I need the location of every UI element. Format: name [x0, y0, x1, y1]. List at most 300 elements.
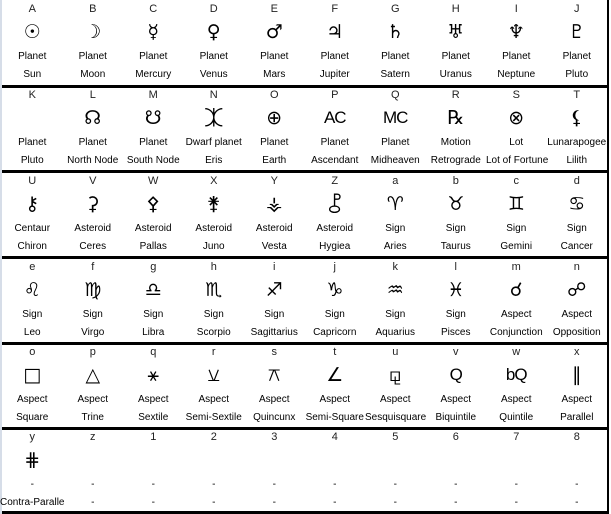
symbol-category: Planet: [260, 137, 289, 148]
key-letter: q: [150, 346, 157, 358]
symbol-name: Pluto: [565, 69, 589, 80]
key-letter: l: [454, 261, 457, 273]
key-letter: 2: [210, 431, 217, 443]
symbol-cell: [426, 86, 487, 172]
symbol-cell: [305, 0, 366, 86]
midheaven-icon: MC: [383, 108, 408, 127]
symbol-category: Dwarf planet: [185, 137, 242, 148]
symbol-cell: [426, 343, 487, 429]
earth-icon: ⊕: [266, 107, 283, 129]
symbol-cell: [426, 258, 487, 344]
key-letter: N: [209, 89, 218, 101]
symbol-name: Chiron: [17, 241, 47, 252]
conjunction-icon: ☌: [509, 279, 523, 301]
symbol-cell: [123, 86, 184, 172]
symbol-name: Retrograde: [430, 155, 481, 166]
key-letter: k: [392, 261, 398, 273]
neptune-icon: ♆: [507, 21, 525, 43]
key-letter: x: [574, 346, 580, 358]
symbol-cell: [426, 0, 487, 86]
trine-icon: △: [85, 364, 101, 386]
symbol-cell: [547, 172, 608, 258]
key-letter: K: [28, 89, 36, 101]
symbol-name: Semi-Square: [305, 412, 364, 423]
symbol-category: Planet: [381, 51, 410, 62]
capricorn-icon: ♑: [326, 279, 344, 301]
symbol-category: Aspect: [440, 394, 472, 405]
symbol-name: Venus: [199, 69, 228, 80]
key-letter: s: [271, 346, 277, 358]
symbol-name: -: [151, 497, 155, 508]
symbol-category: Sign: [143, 309, 164, 320]
retrograde-icon: ℞: [447, 107, 465, 129]
symbol-name: Contra-Paralle: [0, 497, 65, 508]
chiron-icon: ⚷: [25, 193, 40, 215]
symbol-cell: [365, 0, 426, 86]
key-letter: c: [513, 175, 519, 187]
key-letter: I: [514, 3, 518, 15]
symbol-cell: [305, 428, 366, 514]
key-letter: j: [333, 261, 336, 273]
key-letter: u: [392, 346, 399, 358]
symbol-name: Uranus: [439, 69, 472, 80]
symbol-name: -: [575, 497, 579, 508]
key-letter: w: [512, 346, 521, 358]
key-letter: v: [453, 346, 459, 358]
symbol-cell: [365, 258, 426, 344]
key-letter: H: [451, 3, 460, 15]
symbol-name: Satern: [380, 69, 410, 80]
key-letter: P: [331, 89, 339, 101]
symbol-category: Aspect: [561, 309, 593, 320]
blank-icon: [486, 448, 547, 472]
symbol-category: Sign: [82, 309, 103, 320]
symbol-name: Moon: [80, 69, 106, 80]
uranus-icon: ♅: [447, 21, 465, 43]
blank-icon: [365, 448, 426, 472]
contra-parallel-icon: ⋕: [24, 449, 41, 471]
symbol-category: Sign: [324, 309, 345, 320]
symbol-name: Taurus: [440, 241, 471, 252]
key-letter: Y: [270, 175, 278, 187]
hygiea-icon: ⯛: [328, 193, 342, 215]
symbol-name: Juno: [202, 241, 225, 252]
symbol-category: -: [575, 479, 579, 490]
symbol-cell: [305, 343, 366, 429]
blank-icon: [123, 448, 184, 472]
symbol-name: Biquintile: [435, 412, 477, 423]
symbol-cell: [365, 343, 426, 429]
symbol-category: Planet: [502, 51, 531, 62]
key-letter: 7: [513, 431, 520, 443]
mercury-icon: ☿: [147, 21, 160, 43]
symbol-category: Aspect: [561, 394, 593, 405]
symbol-name: Sagittarius: [250, 327, 298, 338]
symbol-name: -: [454, 497, 458, 508]
symbol-name: Neptune: [497, 69, 536, 80]
pisces-icon: ♓: [447, 279, 465, 301]
symbol-name: Sun: [23, 69, 42, 80]
semi-square-icon: ∠: [326, 364, 344, 386]
symbol-category: Sign: [385, 309, 406, 320]
symbol-cell: [244, 343, 305, 429]
symbol-category: Planet: [139, 51, 168, 62]
symbol-cell: [2, 0, 63, 86]
key-letter: E: [270, 3, 278, 15]
symbol-cell: [184, 86, 245, 172]
sesquisquare-icon: ⚼: [388, 364, 402, 386]
symbol-cell: [184, 343, 245, 429]
row-divider: [2, 427, 609, 430]
symbol-cell: [486, 428, 547, 514]
symbol-name: -: [393, 497, 397, 508]
symbol-cell: [486, 343, 547, 429]
key-letter: r: [211, 346, 216, 358]
symbol-category: Motion: [440, 137, 471, 148]
symbol-name: Mercury: [135, 69, 172, 80]
symbol-cell: [365, 428, 426, 514]
symbol-row: [2, 258, 607, 344]
symbol-category: Sign: [22, 309, 43, 320]
symbol-cell: [123, 343, 184, 429]
jupiter-icon: ♃: [326, 21, 344, 43]
key-letter: 6: [452, 431, 459, 443]
symbol-category: Sign: [385, 223, 406, 234]
ceres-icon: ⚳: [85, 193, 100, 215]
symbol-category: Asteroid: [255, 223, 293, 234]
symbol-cell: [2, 343, 63, 429]
key-letter: A: [28, 3, 36, 15]
symbol-name: Mars: [263, 69, 286, 80]
symbol-category: -: [393, 479, 397, 490]
key-letter: t: [333, 346, 337, 358]
lot-of-fortune-icon: ⊗: [508, 107, 525, 129]
symbol-cell: [486, 86, 547, 172]
symbol-row: [2, 172, 607, 258]
symbol-cell: [244, 86, 305, 172]
symbol-name: Lilith: [566, 155, 588, 166]
symbol-name: Lot of Fortune: [486, 155, 549, 166]
symbol-category: Planet: [441, 51, 470, 62]
symbol-name: Leo: [23, 327, 41, 338]
symbol-category: Planet: [320, 137, 349, 148]
symbol-category: Centaur: [14, 223, 51, 234]
libra-icon: ♎: [144, 279, 162, 301]
symbol-name: Eris: [205, 155, 223, 166]
symbol-name: Pisces: [441, 327, 471, 338]
parallel-icon: ∥: [572, 364, 582, 386]
symbol-cell: [547, 0, 608, 86]
north-node-icon: ☊: [84, 107, 102, 129]
symbol-category: Aspect: [137, 394, 169, 405]
taurus-icon: ♉: [447, 193, 465, 215]
lilith-icon: ⚸: [569, 107, 584, 129]
key-letter: y: [29, 431, 35, 443]
blank-icon: [305, 448, 366, 472]
quintile-icon: bQ: [505, 365, 527, 384]
symbol-cell: [2, 258, 63, 344]
key-letter: W: [148, 175, 159, 187]
key-letter: i: [273, 261, 276, 273]
symbol-category: Sign: [445, 223, 466, 234]
symbol-name: Hygiea: [319, 241, 351, 252]
symbol-category: -: [454, 479, 458, 490]
symbol-category: Sign: [264, 309, 285, 320]
symbol-category: Planet: [139, 137, 168, 148]
symbol-cell: [123, 0, 184, 86]
venus-icon: ♀: [206, 21, 221, 43]
pallas-icon: ⚴: [146, 193, 161, 215]
symbol-cell: [486, 0, 547, 86]
symbol-category: Planet: [199, 51, 228, 62]
symbol-cell: [426, 172, 487, 258]
symbol-cell: [244, 258, 305, 344]
symbol-cell: [123, 172, 184, 258]
symbol-category: Sign: [506, 223, 527, 234]
symbol-category: -: [151, 479, 155, 490]
symbol-category: Planet: [18, 137, 47, 148]
symbol-row: [2, 343, 607, 429]
symbol-category: -: [333, 479, 337, 490]
blank-icon: [2, 106, 63, 130]
symbol-name: Aries: [383, 241, 407, 252]
sextile-icon: ⚹: [147, 364, 159, 386]
symbol-cell: [244, 428, 305, 514]
row-divider: [2, 85, 609, 88]
symbol-category: Aspect: [258, 394, 290, 405]
symbol-category: Aspect: [77, 394, 109, 405]
symbol-category: Aspect: [16, 394, 48, 405]
symbol-cell: [305, 86, 366, 172]
symbol-category: Planet: [320, 51, 349, 62]
symbol-cell: [63, 258, 124, 344]
symbol-category: Asteroid: [74, 223, 112, 234]
square-icon: □: [23, 364, 42, 386]
row-divider: [2, 342, 609, 345]
symbol-row: [2, 428, 607, 514]
symbol-cell: [184, 258, 245, 344]
key-letter: F: [331, 3, 339, 15]
symbol-name: Libra: [142, 327, 165, 338]
symbol-cell: [2, 172, 63, 258]
symbol-category: Asteroid: [316, 223, 354, 234]
symbol-cell: [426, 428, 487, 514]
blank-icon: [426, 448, 487, 472]
symbol-category: Aspect: [198, 394, 230, 405]
symbol-row: [2, 0, 607, 86]
key-letter: 4: [331, 431, 338, 443]
moon-icon: ☽: [84, 21, 102, 43]
symbol-name: Gemini: [500, 241, 533, 252]
symbol-cell: [63, 172, 124, 258]
symbol-category: -: [30, 479, 34, 490]
juno-icon: ⚵: [206, 193, 221, 215]
key-letter: S: [512, 89, 520, 101]
symbol-name: Vesta: [261, 241, 287, 252]
gemini-icon: ♊: [507, 193, 525, 215]
symbol-cell: [244, 172, 305, 258]
symbol-category: -: [212, 479, 216, 490]
eris-icon: ⯰: [204, 107, 224, 129]
symbol-cell: [63, 0, 124, 86]
key-letter: n: [573, 261, 580, 273]
symbol-cell: [123, 258, 184, 344]
symbol-category: Planet: [78, 137, 107, 148]
symbol-name: -: [333, 497, 337, 508]
key-letter: d: [573, 175, 580, 187]
symbol-category: Asteroid: [134, 223, 172, 234]
biquintile-icon: Q: [449, 365, 462, 384]
key-letter: X: [210, 175, 218, 187]
symbol-category: Sign: [445, 309, 466, 320]
key-letter: 3: [271, 431, 278, 443]
symbol-cell: [123, 428, 184, 514]
symbol-name: Quincunx: [253, 412, 296, 423]
key-letter: V: [89, 175, 97, 187]
row-divider: [2, 256, 609, 259]
mars-icon: ♂: [265, 21, 283, 43]
symbol-name: Pluto: [20, 155, 44, 166]
key-letter: b: [452, 175, 459, 187]
key-letter: B: [89, 3, 97, 15]
key-letter: f: [91, 261, 95, 273]
vesta-icon: ⚶: [266, 193, 283, 215]
symbol-cell: [244, 0, 305, 86]
symbol-cell: [63, 86, 124, 172]
symbol-cell: [486, 258, 547, 344]
symbol-row: [2, 86, 607, 172]
symbol-name: Scorpio: [196, 327, 231, 338]
key-letter: 1: [150, 431, 157, 443]
symbol-category: Sign: [203, 309, 224, 320]
blank-icon: [244, 448, 305, 472]
saturn-icon: ♄: [386, 21, 404, 43]
cancer-icon: ♋: [568, 193, 586, 215]
key-letter: J: [574, 3, 580, 15]
symbol-name: Pallas: [139, 241, 167, 252]
symbol-name: -: [91, 497, 95, 508]
symbol-category: Planet: [18, 51, 47, 62]
symbol-name: Trine: [81, 412, 104, 423]
symbol-category: Sign: [566, 223, 587, 234]
symbol-category: Lunarapogee: [547, 137, 607, 148]
symbol-cell: [2, 86, 63, 172]
symbol-name: Sextile: [138, 412, 169, 423]
sagittarius-icon: ♐: [265, 279, 283, 301]
symbol-name: Conjunction: [489, 327, 543, 338]
south-node-icon: ☋: [144, 107, 162, 129]
symbol-category: Aspect: [500, 394, 532, 405]
symbol-cell: [365, 172, 426, 258]
symbol-cell: [547, 258, 608, 344]
symbol-name: Capricorn: [313, 327, 357, 338]
symbol-category: -: [272, 479, 276, 490]
symbol-cell: [184, 428, 245, 514]
symbol-cell: [305, 258, 366, 344]
symbol-name: Semi-Sextile: [185, 412, 242, 423]
symbol-category: Aspect: [500, 309, 532, 320]
key-letter: m: [511, 261, 521, 273]
key-letter: p: [89, 346, 96, 358]
symbol-category: Lot: [509, 137, 524, 148]
key-letter: 5: [392, 431, 399, 443]
symbol-cell: [486, 172, 547, 258]
symbol-category: Asteroid: [195, 223, 233, 234]
sun-icon: ☉: [23, 21, 41, 43]
symbol-name: -: [212, 497, 216, 508]
symbol-name: North Node: [67, 155, 119, 166]
symbol-cell: [184, 172, 245, 258]
key-letter: D: [209, 3, 218, 15]
symbol-cell: [63, 428, 124, 514]
symbol-cell: [547, 343, 608, 429]
semi-sextile-icon: ⚺: [207, 364, 221, 386]
aquarius-icon: ♒: [386, 279, 404, 301]
symbol-cell: [184, 0, 245, 86]
key-letter: R: [451, 89, 460, 101]
symbol-name: -: [272, 497, 276, 508]
symbol-category: -: [91, 479, 95, 490]
key-letter: G: [390, 3, 400, 15]
symbol-category: Planet: [381, 137, 410, 148]
leo-icon: ♌: [23, 279, 41, 301]
key-letter: a: [392, 175, 399, 187]
symbol-category: Planet: [562, 51, 591, 62]
key-letter: L: [89, 89, 96, 101]
key-letter: C: [149, 3, 158, 15]
symbol-name: Earth: [262, 155, 287, 166]
symbol-name: -: [514, 497, 518, 508]
key-letter: h: [210, 261, 217, 273]
pluto-icon: ♇: [568, 21, 586, 43]
opposition-icon: ☍: [567, 279, 587, 301]
key-letter: O: [269, 89, 279, 101]
aries-icon: ♈: [386, 193, 404, 215]
symbol-name: Jupiter: [319, 69, 350, 80]
blank-icon: [547, 448, 608, 472]
symbol-category: Aspect: [379, 394, 411, 405]
symbol-name: Midheaven: [370, 155, 420, 166]
key-letter: e: [29, 261, 36, 273]
symbol-name: South Node: [126, 155, 180, 166]
key-letter: U: [28, 175, 37, 187]
symbol-name: Ascendant: [311, 155, 359, 166]
symbol-name: Aquarius: [375, 327, 415, 338]
key-letter: 8: [573, 431, 580, 443]
symbol-name: Cancer: [560, 241, 593, 252]
symbol-cell: [547, 86, 608, 172]
symbol-name: Quintile: [499, 412, 534, 423]
key-letter: g: [150, 261, 157, 273]
symbol-name: Virgo: [81, 327, 105, 338]
ascendant-icon: AC: [323, 108, 346, 127]
key-letter: z: [90, 431, 96, 443]
symbol-category: -: [514, 479, 518, 490]
symbol-name: Opposition: [552, 327, 601, 338]
symbol-category: Planet: [78, 51, 107, 62]
symbol-cell: [547, 428, 608, 514]
symbol-category: Planet: [260, 51, 289, 62]
row-divider: [2, 170, 609, 173]
symbol-cell: [305, 172, 366, 258]
virgo-icon: ♍: [84, 279, 102, 301]
symbol-cell: [2, 428, 63, 514]
key-letter: Z: [331, 175, 339, 187]
quincunx-icon: ⚻: [267, 364, 281, 386]
blank-icon: [184, 448, 245, 472]
symbol-name: Square: [16, 412, 49, 423]
key-letter: T: [573, 89, 581, 101]
